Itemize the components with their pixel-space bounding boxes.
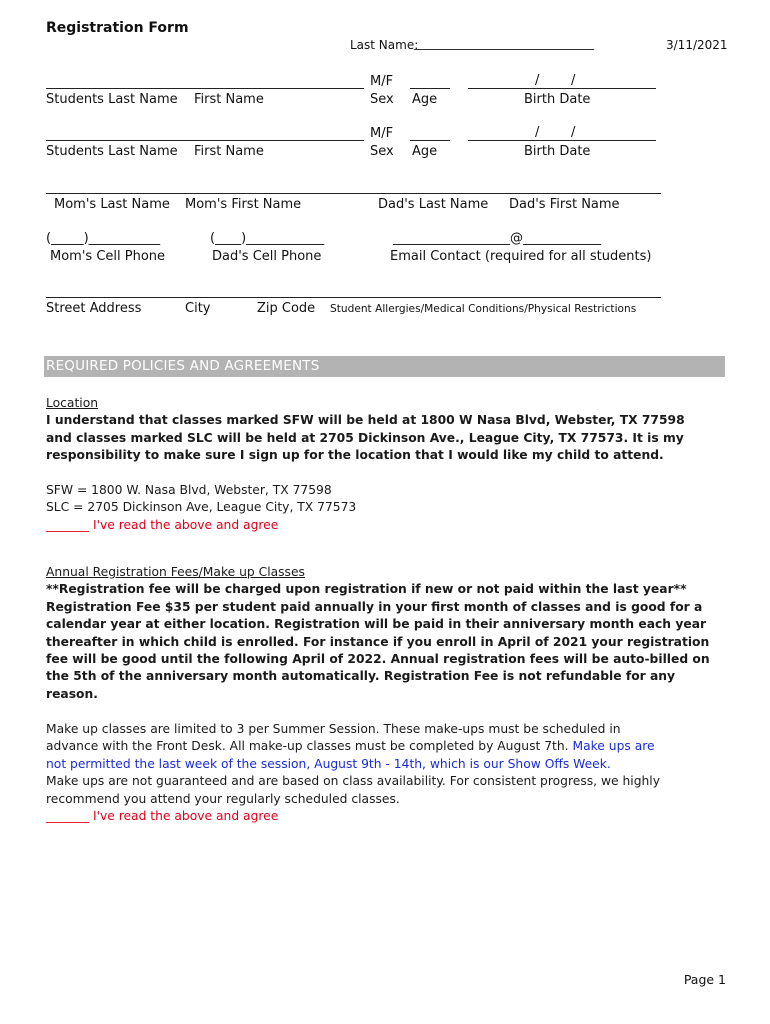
fees-line-7: reason. [46, 686, 98, 701]
student2-birth-slash2: / [571, 125, 576, 140]
form-title: Registration Form [46, 20, 189, 36]
student1-birth-field[interactable] [468, 88, 656, 89]
fees-section [46, 564, 736, 703]
email-field[interactable]: __________________@____________ [393, 231, 601, 246]
fees-heading: Annual Registration Fees/Make up Classes [46, 565, 305, 579]
student1-birth-slash2: / [571, 73, 576, 88]
student2-name-field[interactable] [46, 140, 364, 141]
makeup-line-2-highlight: Make ups are [568, 739, 655, 754]
makeup-line-4: Make ups are not guaranteed and are based on class availability. For consistent progress, we highly [46, 774, 660, 789]
student1-name-field[interactable] [46, 88, 364, 89]
location-addresses [46, 482, 736, 534]
mom-last-label: Mom's Last Name [54, 197, 170, 212]
location-line-1: I understand that classes marked SFW will be held at 1800 W Nasa Blvd, Webster, TX 77598 [46, 413, 685, 428]
location-section [46, 395, 736, 465]
student2-mf-label: M/F [370, 126, 394, 141]
student2-birth-label: Birth Date [524, 144, 591, 159]
page-number: Page 1 [683, 972, 726, 987]
location-agree[interactable]: _______ I've read the above and agree [46, 517, 279, 532]
student1-first-label: First Name [194, 92, 264, 107]
section-title: REQUIRED POLICIES AND AGREEMENTS [46, 358, 320, 374]
form-date: 3/11/2021 [666, 38, 728, 52]
student2-birth-slash1: / [535, 125, 540, 140]
mom-first-label: Mom's First Name [185, 197, 302, 212]
student2-sex-label: Sex [370, 144, 394, 159]
makeup-line-2: advance with the Front Desk. All make-up classes must be completed by August 7th. Make ups are [46, 739, 655, 754]
dad-cell-label: Dad's Cell Phone [212, 249, 322, 264]
location-line-2: and classes marked SLC will be held at 2705 Dickinson Ave., League City, TX 77573. It is my [46, 430, 684, 445]
makeup-line-3: not permitted the last week of the session, August 9th - 14th, which is our Show Offs Week. [46, 756, 611, 771]
fees-line-2: Registration Fee $35 per student paid annually in your first month of classes and is good for a [46, 599, 703, 614]
dad-phone-field[interactable]: (____)____________ [210, 231, 325, 246]
student2-first-label: First Name [194, 144, 264, 159]
student1-mf-label: M/F [370, 74, 394, 89]
makeup-section [46, 721, 736, 825]
location-line-3: responsibility to make sure I sign up for the location that I would like my child to attend. [46, 448, 664, 463]
sfw-address: SFW = 1800 W. Nasa Blvd, Webster, TX 77598 [46, 483, 332, 497]
makeup-line-1: Make up classes are limited to 3 per Summer Session. These make-ups must be scheduled in [46, 722, 621, 736]
last-name-label: Last Name: [350, 38, 419, 52]
section-header [44, 356, 725, 377]
student1-birth-label: Birth Date [524, 92, 591, 107]
student1-age-label: Age [412, 92, 438, 107]
parents-name-field[interactable] [46, 193, 661, 194]
slc-address: SLC = 2705 Dickinson Ave, League City, TX 77573 [46, 500, 357, 515]
fees-line-6: the 5th of the anniversary month automatically. Registration Fee is not refundable for any [46, 669, 676, 684]
dad-last-label: Dad's Last Name [378, 197, 489, 212]
student2-last-label: Students Last Name [46, 144, 178, 159]
mom-cell-label: Mom's Cell Phone [50, 249, 166, 264]
student2-age-label: Age [412, 144, 438, 159]
makeup-line-5: recommend you attend your regularly scheduled classes. [46, 791, 400, 806]
email-contact-label: Email Contact (required for all students) [390, 249, 652, 264]
student1-sex-age-field[interactable] [410, 88, 450, 89]
last-name-field[interactable]: ______________________________ [414, 36, 594, 50]
address-field[interactable] [46, 297, 661, 298]
allergies-label: Student Allergies/Medical Conditions/Physical Restrictions [330, 303, 637, 315]
student1-sex-label: Sex [370, 92, 394, 107]
city-label: City [185, 301, 211, 316]
location-heading: Location [46, 396, 99, 410]
fees-line-4: thereafter in which child is enrolled. For instance if you enroll in April of 2021 your registration [46, 634, 710, 649]
fees-line-5: fee will be good until the following April of 2022. Annual registration fees will be auto-billed on [46, 652, 710, 667]
fees-line-1: **Registration fee will be charged upon registration if new or not paid within the last year** [46, 582, 687, 597]
mom-phone-field[interactable]: (_____)___________ [46, 231, 161, 246]
fees-line-3: calendar year at either location. Registration will be paid in their anniversary month each year [46, 617, 707, 632]
dad-first-label: Dad's First Name [509, 197, 620, 212]
fees-agree[interactable]: _______ I've read the above and agree [46, 809, 279, 824]
student1-birth-slash1: / [535, 73, 540, 88]
student2-birth-field[interactable] [468, 140, 656, 141]
street-label: Street Address [46, 301, 142, 316]
student2-sex-age-field[interactable] [410, 140, 450, 141]
zip-label: Zip Code [257, 301, 316, 316]
student1-last-label: Students Last Name [46, 92, 178, 107]
